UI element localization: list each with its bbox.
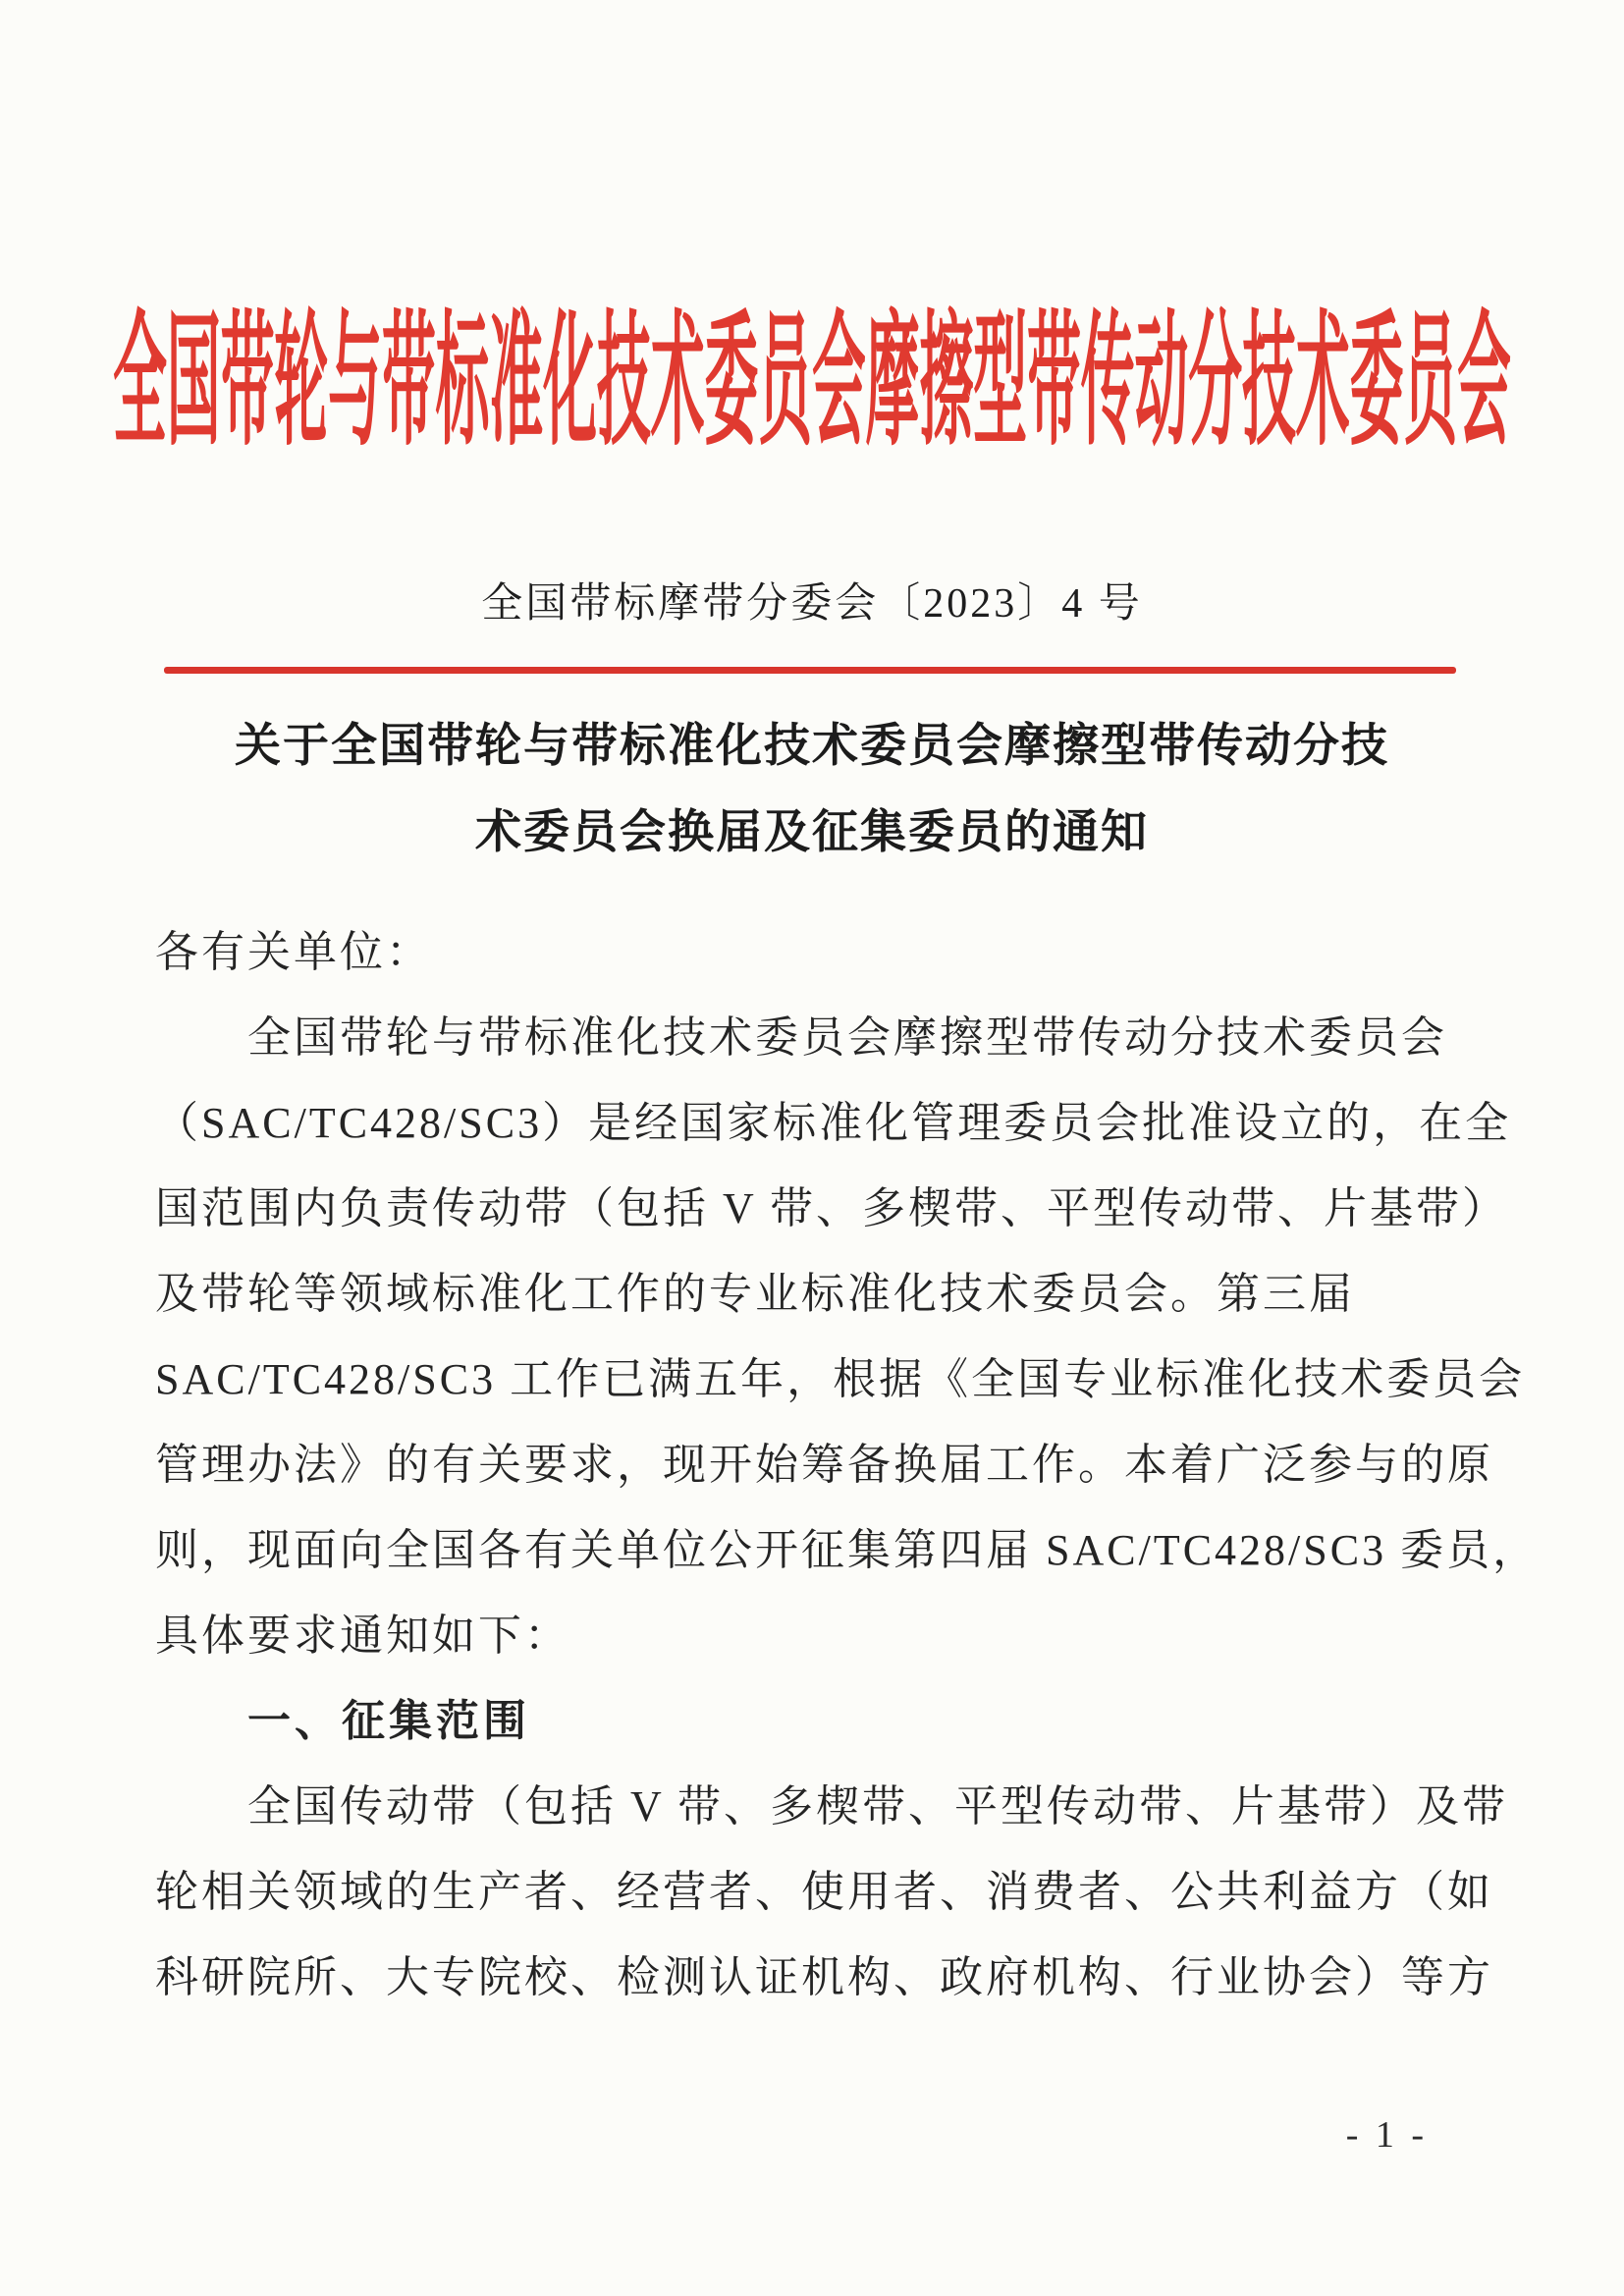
body-line: SAC/TC428/SC3 工作已满五年，根据《全国专业标准化技术委员会 — [155, 1355, 1526, 1403]
document-title-line-1: 关于全国带轮与带标准化技术委员会摩擦型带传动分技 — [235, 721, 1389, 772]
document-title-line-2: 术委员会换届及征集委员的通知 — [475, 807, 1149, 858]
page-number: - 1 - — [1345, 2114, 1428, 2156]
body-line: 及带轮等领域标准化工作的专业标准化技术委员会。第三届 — [155, 1270, 1355, 1318]
body-line: 管理办法》的有关要求，现开始筹备换届工作。本着广泛参与的原 — [155, 1441, 1493, 1489]
section-heading: 一、征集范围 — [247, 1697, 530, 1745]
body-line: 国范围内负责传动带（包括 V 带、多楔带、平型传动带、片基带） — [155, 1184, 1508, 1232]
body-line: 轮相关领域的生产者、经营者、使用者、消费者、公共利益方（如 — [155, 1868, 1493, 1916]
body-line: 具体要求通知如下： — [155, 1612, 570, 1660]
body-line: 全国传动带（包括 V 带、多楔带、平型传动带、片基带）及带 — [247, 1782, 1508, 1831]
salutation: 各有关单位： — [155, 928, 432, 976]
body-line: 科研院所、大专院校、检测认证机构、政府机构、行业协会）等方 — [155, 1953, 1493, 2001]
body-line: 全国带轮与带标准化技术委员会摩擦型带传动分技术委员会 — [247, 1013, 1447, 1062]
document-number: 全国带标摩带分委会〔2023〕4 号 — [481, 581, 1143, 627]
document-body — [155, 909, 1540, 2020]
body-line: 则，现面向全国各有关单位公开征集第四届 SAC/TC428/SC3 委员， — [155, 1526, 1540, 1574]
red-divider-rule — [164, 667, 1456, 674]
letterhead-title: 全国带轮与带标准化技术委员会摩擦型带传动分技术委员会 — [113, 302, 1511, 464]
body-line: （SAC/TC428/SC3）是经国家标准化管理委员会批准设立的，在全 — [155, 1099, 1512, 1147]
letterhead-banner — [0, 304, 1624, 462]
document-title — [0, 703, 1624, 876]
